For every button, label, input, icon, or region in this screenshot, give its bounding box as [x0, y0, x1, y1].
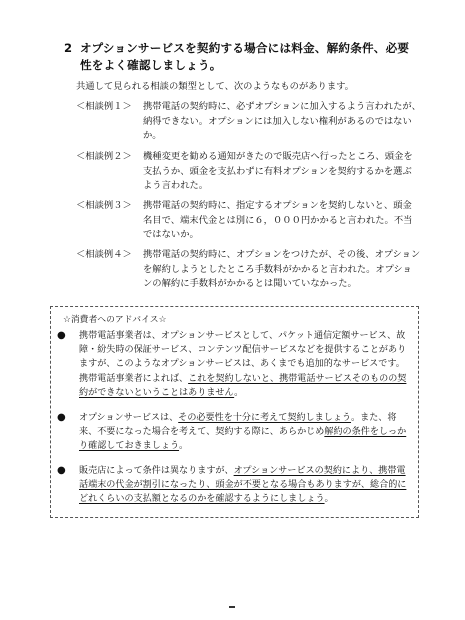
advice-text-part: オプションサービスは、 — [79, 413, 179, 423]
advice-item-3 — [57, 464, 409, 507]
case-example-4 — [76, 248, 421, 292]
case-label: ＜相談例３＞ — [76, 200, 132, 211]
case-label: ＜相談例４＞ — [76, 249, 132, 260]
advice-text-emphasis: 解約の条件をしっかり確認しておきましょう — [79, 427, 407, 452]
advice-text-part: 。 — [234, 387, 244, 398]
case-text: 携帯電話の契約時に、オプションをつけたが、その後、オプションを解約しようとしたところ手数料がかかると言われた。オプションの解約に手数料がかかるとは聞いていなかった。 — [143, 249, 421, 289]
advice-item-text — [79, 464, 409, 507]
section-heading — [64, 40, 416, 74]
case-example-2 — [76, 150, 421, 194]
section-title: オプションサービスを契約する場合には料金、解約条件、必要性をよく確認しましょう。 — [80, 41, 410, 72]
bullet-icon: ● — [57, 412, 66, 423]
advice-title: ☆消費者へのアドバイス☆ — [63, 315, 167, 325]
case-text: 機種変更を勧める通知がきたので販売店へ行ったところ、頭金を支払うか、頭金を支払わずに有料オプションを契約するかを選ぶよう言われた。 — [143, 151, 413, 191]
case-text: 携帯電話の契約時に、必ずオプションに加入するよう言われたが、納得できない。オプションには加入しない権利があるのではないか。 — [143, 101, 421, 141]
bullet-icon: ● — [57, 330, 66, 341]
advice-item-text — [79, 329, 409, 400]
case-label: ＜相談例１＞ — [76, 101, 132, 112]
advice-item-text — [79, 411, 409, 454]
case-text: 携帯電話の契約時に、指定するオプションを契約しないと、頭金名目で、端末代金とは別に６，０００円かかると言われた。不当ではないか。 — [143, 200, 413, 240]
advice-text-emphasis: オプションサービスの契約により、携帯電話端末の代金が割引になったり、頭金が不要となる場合もありますが、総合的にどれくらいの支払額となるのかを確認するようにしましょう — [79, 466, 407, 505]
case-example-3 — [76, 199, 421, 243]
case-example-1 — [76, 100, 421, 144]
advice-text-part: 。また、将来、不要になった場合を考えて、契約する際に、あらかじめ — [79, 413, 397, 438]
advice-item-2 — [57, 411, 409, 454]
bullet-icon: ● — [57, 465, 66, 476]
intro-text: 共通して見られる相談の類型として、次のようなものがあります。 — [76, 81, 354, 92]
advice-text-part: 携帯電話事業者は、オプションサービスとして、パケット通信定額サービス、故障・紛失時の保証サービス、コンテンツ配信サービスなどを提供することがありますが、このようなオプションサービスは、あくまでも追加的なサービスです。携帯電話事業者によれば、 — [79, 331, 407, 384]
advice-text-emphasis: これを契約しないと、携帯電話サービスそのものの契約ができないということはありません — [79, 373, 407, 398]
advice-item-1 — [57, 329, 409, 400]
page-number-mark — [229, 606, 235, 608]
section-number: 2 — [64, 41, 73, 55]
advice-text-part: 。 — [324, 494, 334, 505]
advice-text-part: 。 — [179, 441, 189, 452]
advice-box — [50, 306, 419, 518]
advice-text-part: 販売店によって条件は異なりますが、 — [79, 466, 234, 476]
case-label: ＜相談例２＞ — [76, 151, 132, 162]
advice-text-emphasis: その必要性を十分に考えて契約しましょう — [178, 413, 352, 423]
